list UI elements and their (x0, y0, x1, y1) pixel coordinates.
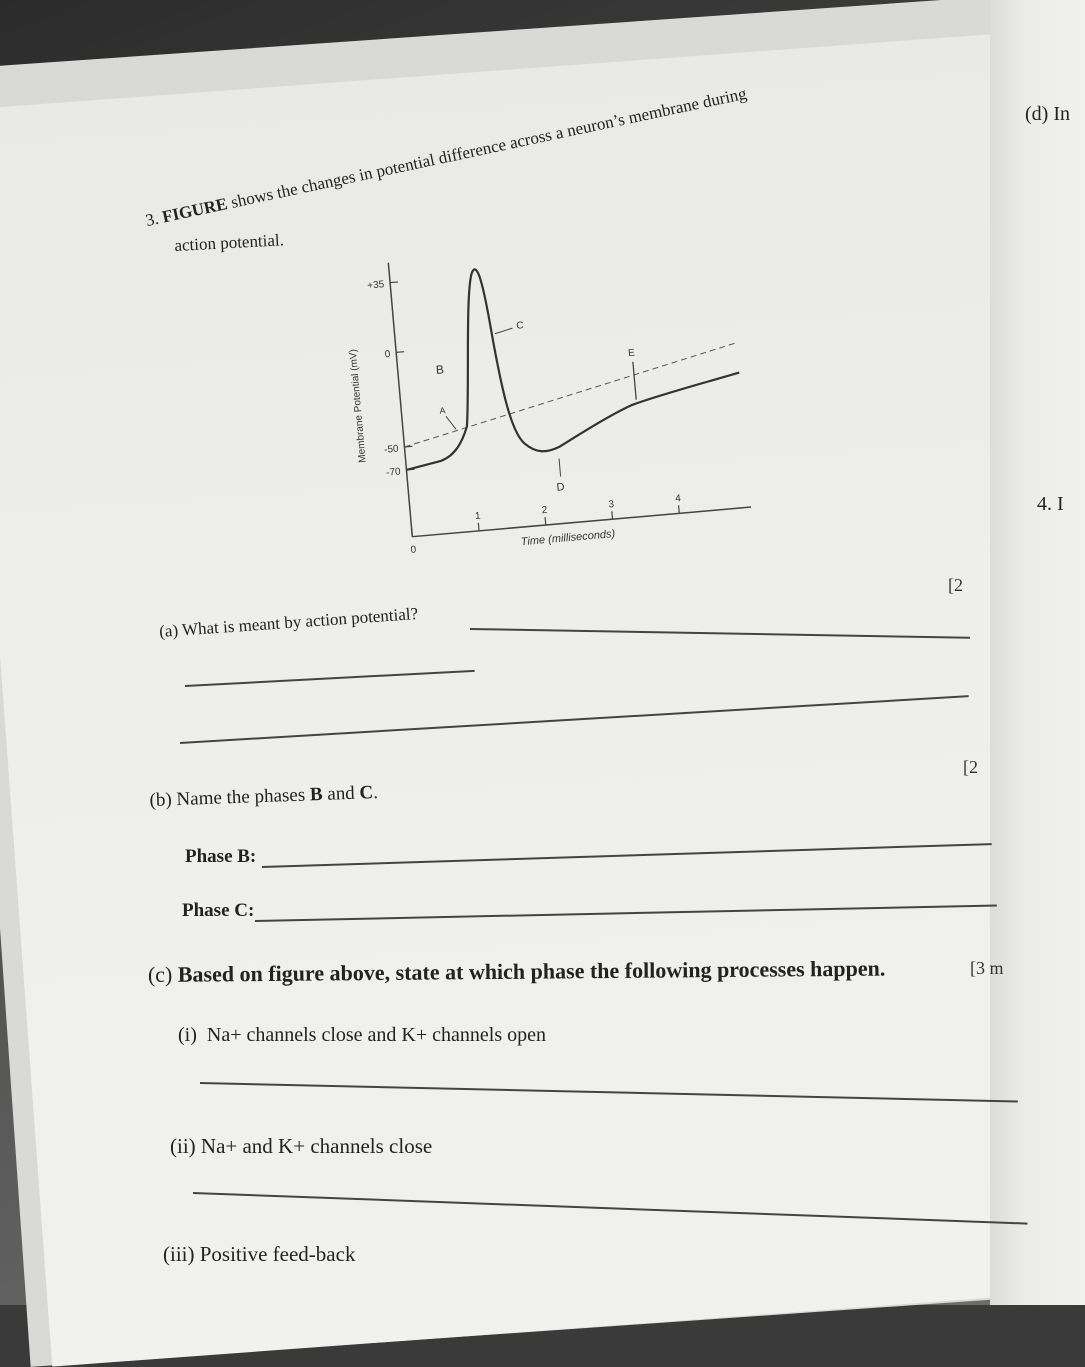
part-b-text-mid: and (322, 782, 360, 805)
part-a-label: (a) (158, 620, 179, 642)
facing-page-part-d: (d) In (1025, 103, 1070, 125)
y-tick-label: 0 (384, 348, 391, 361)
x-tick-label: 2 (541, 504, 548, 517)
y-axis (385, 263, 412, 537)
part-c-item (163, 1242, 355, 1267)
part-c-text: Based on figure above, state at which phase the following processes happen. (177, 955, 886, 987)
part-c-label: (c) (147, 961, 173, 988)
phase-b-label: Phase B: (185, 846, 257, 867)
item-label: (iii) (163, 1242, 195, 1266)
y-tick-mark (396, 352, 404, 353)
part-b-text: Name the phases (176, 784, 311, 811)
point-label-e: E (627, 347, 636, 360)
x-tick-mark (478, 523, 479, 531)
x-tick-label: 0 (410, 544, 417, 556)
figure-word: FIGURE (160, 194, 230, 227)
part-c-item (170, 1134, 432, 1159)
y-tick-mark (390, 282, 398, 283)
part-c-item (178, 1024, 546, 1047)
item-text: Na+ channels close and K+ channels open (206, 1024, 547, 1046)
y-axis-label: Membrane Potential (mV) (347, 348, 369, 464)
action-potential-curve (390, 247, 746, 470)
phase-b-bold: B (309, 783, 323, 806)
y-tick-label: -70 (385, 466, 402, 479)
x-tick-label: 1 (474, 510, 482, 523)
action-potential-figure (340, 230, 760, 560)
marks-allocation: [2 (948, 575, 963, 595)
point-label-d: D (556, 481, 566, 494)
y-tick-label: +35 (366, 279, 385, 292)
label-a-pointer (446, 416, 456, 431)
x-axis-label: Time (milliseconds) (520, 528, 616, 549)
point-label-a: A (438, 405, 446, 416)
x-tick-label: 3 (608, 499, 615, 511)
threshold-line (398, 343, 743, 447)
part-b-text-end: . (372, 782, 379, 804)
item-label: (ii) (170, 1134, 196, 1158)
facing-page-question-4: 4. I (1037, 493, 1064, 515)
label-e-pointer (633, 362, 636, 400)
y-tick-label: -50 (383, 443, 400, 456)
x-tick-mark (545, 517, 546, 525)
marks-allocation: [2 (963, 757, 978, 777)
phase-c-label: Phase C: (182, 900, 255, 921)
part-b-label: (b) (149, 789, 173, 812)
x-tick-mark (679, 505, 680, 513)
item-text: Positive feed-back (199, 1242, 356, 1266)
question-number: 3. (143, 208, 161, 231)
item-label: (i) (178, 1024, 197, 1046)
question-stem-text: shows the changes in potential difference across a neuron’s membrane during (229, 83, 749, 212)
x-tick-label: 4 (674, 493, 682, 505)
item-text: Na+ and K+ channels close (200, 1134, 433, 1158)
x-tick-mark (612, 511, 613, 519)
label-d-pointer (559, 459, 561, 477)
x-tick-mark (412, 529, 413, 537)
facing-page (990, 0, 1085, 1305)
phase-c-bold: C (359, 782, 374, 804)
marks-allocation: [3 m (970, 958, 1004, 978)
label-c-pointer (495, 328, 513, 334)
point-label-c: C (515, 320, 525, 332)
part-a-text: What is meant by action potential? (181, 603, 419, 640)
question-3-stem-continued: action potential. (173, 230, 285, 256)
point-label-b: B (435, 362, 445, 377)
